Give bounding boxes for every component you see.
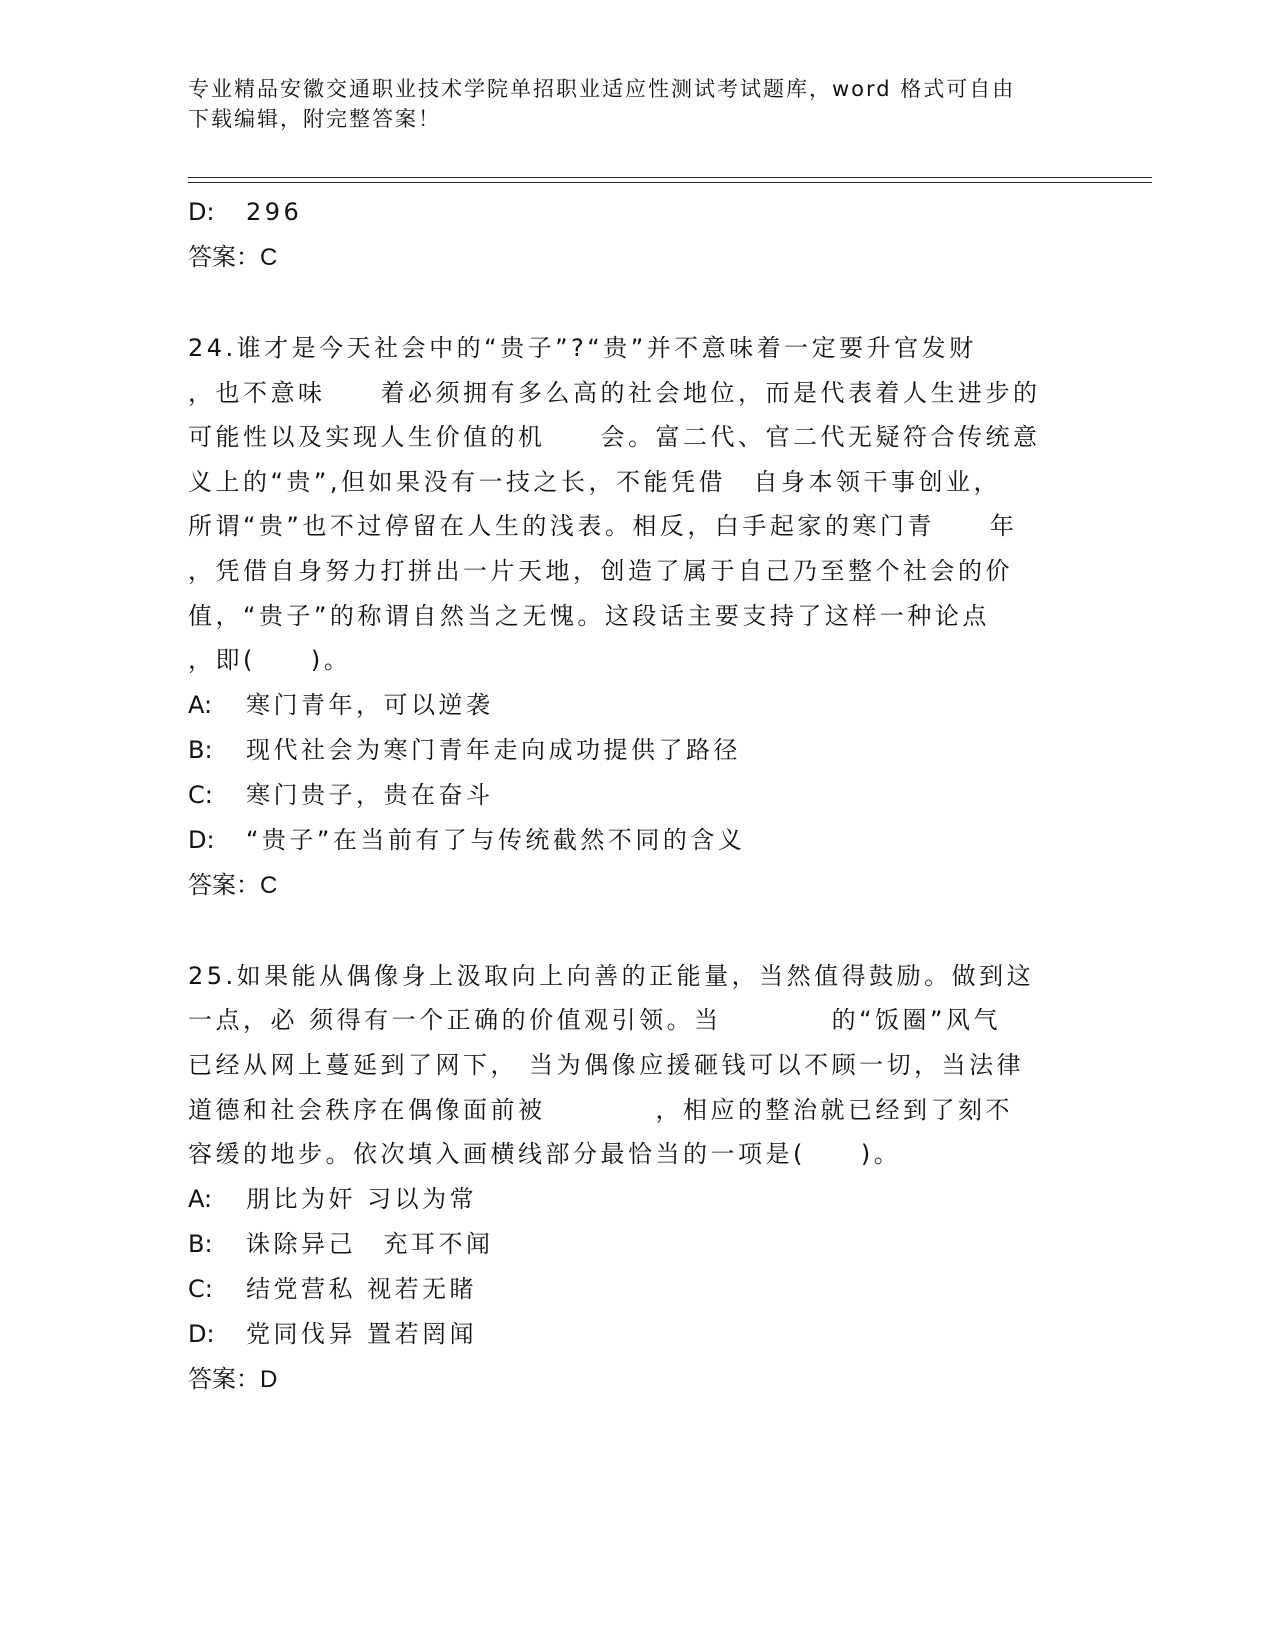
question-24-option-a <box>188 683 1088 728</box>
question-25-option-b <box>188 1222 1088 1267</box>
document-body <box>188 190 1088 1402</box>
question-line: 义上的“贵”,但如果没有一技之长，不能凭借 自身本领干事创业， <box>188 467 1001 496</box>
option-text: 296 <box>246 198 303 226</box>
option-key: D: <box>188 198 215 226</box>
question-25-option-c <box>188 1267 1088 1312</box>
question-24-option-b <box>188 728 1088 773</box>
option-key: D: <box>188 825 215 854</box>
question-line: 值，“贵子”的称谓自然当之无愧。这段话主要支持了这样一种论点 <box>188 601 990 630</box>
question-25-option-a <box>188 1177 1088 1222</box>
document-header <box>188 74 1088 134</box>
question-24-option-d <box>188 818 1088 863</box>
spacer <box>188 908 1088 954</box>
option-key: D: <box>188 1319 215 1348</box>
option-text: 朋比为奸 习以为常 <box>246 1184 478 1213</box>
question-line: ，凭借自身努力打拼出一片天地，创造了属于自己乃至整个社会的价 <box>188 556 1013 585</box>
option-key: B: <box>188 735 213 764</box>
question-line: 可能性以及实现人生价值的机 会。富二代、官二代无疑符合传统意 <box>188 423 1041 452</box>
question-line: 已经从网上蔓延到了网下， 当为偶像应援砸钱可以不顾一切，当法律 <box>188 1050 1025 1079</box>
question-line: 容缓的地步。依次填入画横线部分最恰当的一项是( )。 <box>188 1140 902 1169</box>
option-text: 寒门贵子，贵在奋斗 <box>246 780 494 809</box>
question-25-option-d <box>188 1312 1088 1357</box>
header-divider-top <box>188 177 1152 178</box>
question-24-answer: 答案：C <box>188 871 278 899</box>
option-text: 结党营私 视若无睹 <box>246 1274 478 1303</box>
option-text: 党同伐异 置若罔闻 <box>246 1319 478 1348</box>
option-text: 诛除异己 充耳不闻 <box>246 1229 494 1258</box>
header-divider-bottom <box>188 182 1152 183</box>
option-key: A: <box>188 1184 213 1213</box>
question-24-option-c <box>188 773 1088 818</box>
question-line: 24.谁才是今天社会中的“贵子”?“贵”并不意味着一定要升官发财 <box>188 334 977 362</box>
prev-answer: 答案：C <box>188 244 278 271</box>
question-line: 所谓“贵”也不过停留在人生的浅表。相反，白手起家的寒门青 年 <box>188 512 1018 541</box>
option-text: “贵子”在当前有了与传统截然不同的含义 <box>246 825 746 854</box>
question-line: 一点，必 须得有一个正确的价值观引领。当 的“饭圈”风气 <box>188 1006 1001 1035</box>
question-line: 25.如果能从偶像身上汲取向上向善的正能量，当然值得鼓励。做到这 <box>188 961 1035 990</box>
header-line-1: 专业精品安徽交通职业技术学院单招职业适应性测试考试题库，word 格式可自由 <box>188 77 1016 101</box>
question-line: ，也不意味 着必须拥有多么高的社会地位，而是代表着人生进步的 <box>188 378 1041 407</box>
prev-option-d <box>188 190 1088 235</box>
question-24-stem <box>188 326 1088 683</box>
option-key: C: <box>188 780 213 809</box>
question-25-stem <box>188 954 1088 1177</box>
option-text: 现代社会为寒门青年走向成功提供了路径 <box>246 735 741 764</box>
question-25-answer: 答案：D <box>188 1365 278 1393</box>
option-text: 寒门青年，可以逆袭 <box>246 690 494 719</box>
question-line: 道德和社会秩序在偶像面前被 ，相应的整治就已经到了刻不 <box>188 1095 1013 1124</box>
option-key: B: <box>188 1229 213 1258</box>
option-key: C: <box>188 1274 213 1303</box>
spacer <box>188 280 1088 326</box>
option-key: A: <box>188 690 213 719</box>
header-line-2: 下载编辑，附完整答案！ <box>188 107 441 131</box>
question-line: ，即( )。 <box>188 646 352 675</box>
